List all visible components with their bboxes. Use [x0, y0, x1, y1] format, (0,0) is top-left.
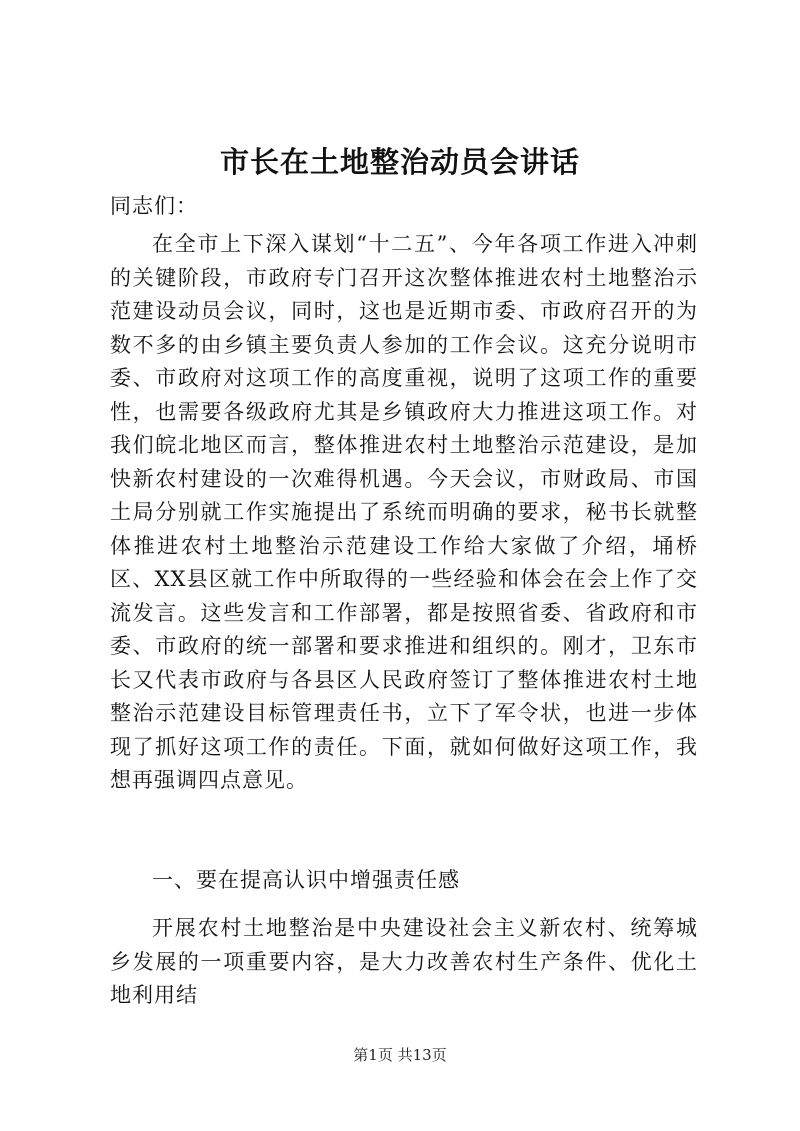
document-title: 市长在土地整治动员会讲话	[219, 145, 580, 179]
salutation: 同志们：	[110, 194, 198, 218]
section-heading: 一、要在提高认识中增强责任感	[152, 868, 460, 892]
paragraph-section-one: 开展农村土地整治是中央建设社会主义新农村、统筹城乡发展的一项重要内容，是大力改善农村生产条件、优化土地利用结	[110, 916, 698, 1007]
paragraph-intro: 在全市上下深入谋划“十二五”、今年各项工作进入冲刺的关键阶段，市政府专门召开这次整体推进农村土地整治示范建设动员会议，同时，这也是近期市委、市政府召开的为数不多的由乡镇主要负责人参加的工作会议。这充分说明市委、市政府对这项工作的高度重视，说明了这项工作的重要性，也需要各级政府尤其是乡镇政府大力推进这项工作。对我们皖北地区而言，整体推进农村土地整治示范建设，是加快新农村建设的一次难得机遇。今天会议，市财政局、市国土局分别就工作实施提出了系统而明确的要求，秘书长就整体推进农村土地整治示范建设工作给大家做了介绍，埇桥区、XX县区就工作中所取得的一些经验和体会在会上作了交流发言。这些发言和工作部署，都是按照省委、省政府和市委、市政府的统一部署和要求推进和组织的。刚才，卫东市长又代表市政府与各县区人民政府签订了整体推进农村土地整治示范建设目标管理责任书，立下了军令状，也进一步体现了抓好这项工作的责任。下面，就如何做好这项工作，我想再强调四点意见。	[110, 232, 698, 792]
page-number: 第1页 共13页	[353, 1046, 447, 1064]
